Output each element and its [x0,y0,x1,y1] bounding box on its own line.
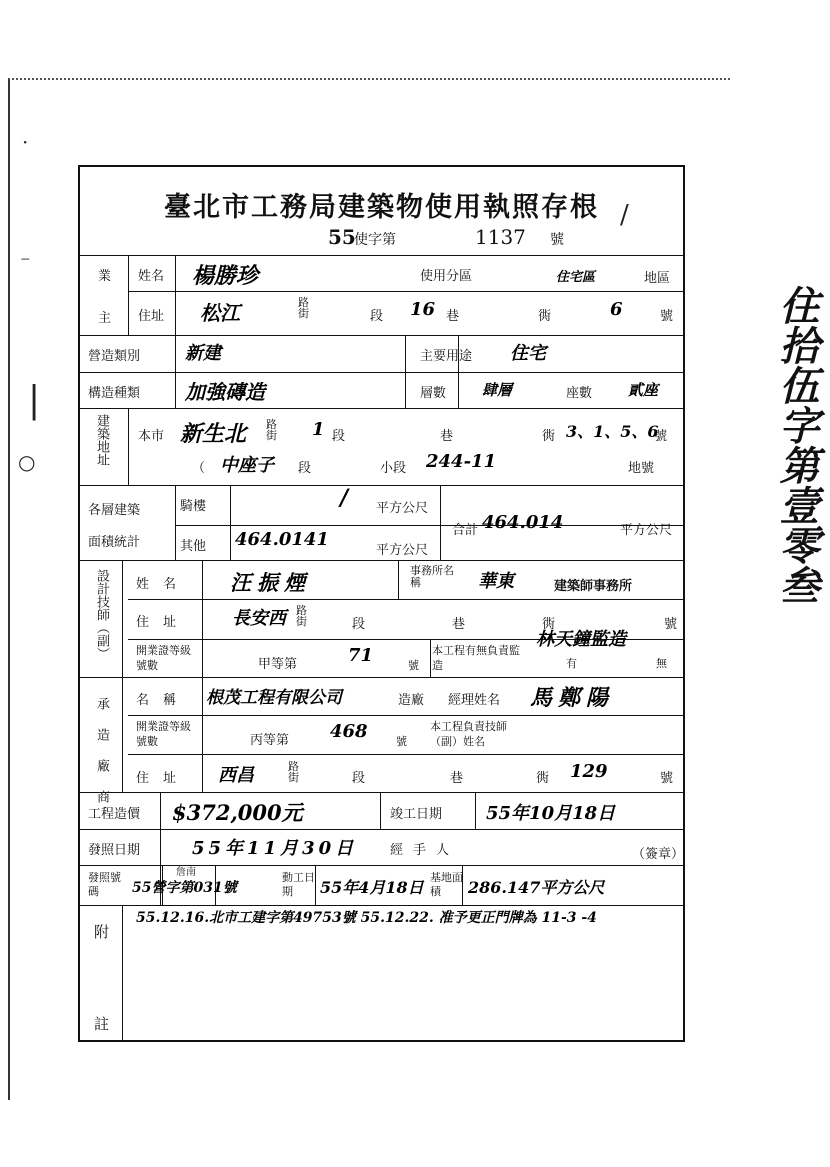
owner-group-2: 主 [98,311,112,326]
purpose-value: 住宅 [510,343,546,364]
notes-label-top: 附 [94,923,110,941]
margin-mark: / [620,200,629,230]
margin-mark: | [28,380,41,421]
zone-value: 住宅區 [556,270,596,285]
contractor-name-suffix: 造廠 [398,693,425,708]
site-road-label: 路街 [266,418,277,442]
contractor-group-label: 承造廠商 [94,697,109,821]
build-permit-annot: 詹南 [176,867,196,878]
owner-road-label: 路街 [298,296,309,320]
contractor-license-class: 丙等第 [250,733,290,748]
total-label: 合計 [452,523,479,538]
structure-value: 加強磚造 [185,380,265,404]
zone-label: 使用分區 [420,269,473,284]
notes-text: 55.12.16.北市工建字第49753號 55.12.22. 准予更正門牌為 11-3 -4 [136,910,597,926]
architect-section-label: 段 [352,617,366,632]
margin-mark: ⁻ [20,250,31,274]
contractor-number: 129 [570,761,608,782]
contractor-name-label: 名稱 [136,693,191,708]
office-label: 事務所名稱 [410,564,454,589]
side-handwritten-text: 住拾伍字第壹零叁 [773,285,820,605]
permit-suffix: 號 [550,232,564,248]
contractor-name: 根茂工程有限公司 [206,688,342,708]
arcade-unit: 平方公尺 [376,501,429,516]
build-permit-value: 55營字第031號 [132,880,237,896]
contractor-addr-label: 住址 [136,771,191,786]
architect-license-no: 71 [348,645,374,666]
type-value: 新建 [185,343,221,364]
architect-addr-label: 住址 [136,615,191,630]
site-city: 本市 [138,429,165,444]
contractor-license-suffix: 號 [396,735,407,748]
tech-label: 本工程負責技師（副）姓名 [430,720,507,748]
sign-label: （簽章） [632,847,685,862]
owner-group-1: 業 [98,269,112,284]
units-value: 貳座 [628,381,659,399]
cost-label: 工程造價 [88,807,141,822]
contractor-license-label: 開業證等級號數 [136,720,191,748]
total-value: 464.014 [482,512,564,533]
margin-mark: · [22,130,29,154]
manager-label: 經理姓名 [448,693,501,708]
contractor-number-label: 號 [660,771,674,786]
site-lot-label: 地號 [628,461,655,476]
site-section-label: 段 [332,429,346,444]
contractor-lane-label: 巷 [450,771,464,786]
architect-road-label: 路街 [296,604,307,628]
site-area: 286.147平方公尺 [468,878,605,897]
notes-label-bottom: 註 [94,1015,110,1033]
owner-lane: 16 [410,299,436,320]
site-number: 3、1、5、6 [566,422,659,441]
other-unit: 平方公尺 [376,543,429,558]
purpose-label: 主要用途 [420,349,473,364]
owner-number-label: 號 [660,309,674,324]
architect-name-label: 姓名 [136,577,191,592]
completion-label: 竣工日期 [390,807,443,822]
total-unit: 平方公尺 [620,523,673,538]
office-suffix: 建築師事務所 [554,579,633,594]
site-district: 中座子 [220,455,274,476]
architect-lane-label: 巷 [452,617,466,632]
architect-number-label: 號 [664,617,678,632]
area-label-2: 面積統計 [88,535,141,550]
site-number-label: 號 [654,429,668,444]
manager-value: 馬鄭陽 [530,685,615,711]
type-label: 營造類別 [88,349,141,364]
site-lot: 244-11 [426,451,497,472]
floors-value: 肆層 [482,381,513,399]
site-road: 新生北 [180,421,247,447]
owner-number: 6 [610,299,623,320]
contractor-license-no: 468 [330,721,368,742]
completion-value: 55年10月18日 [486,803,616,824]
owner-name: 楊勝珍 [192,263,259,289]
permit-number-line [80,225,683,255]
site-small-label: 小段 [380,461,407,476]
owner-street: 松江 [200,301,240,325]
architect-license-suffix: 號 [408,659,419,672]
owner-name-label: 姓名 [138,269,165,284]
permit-number: 1137 [475,225,526,249]
site-area-label: 基地面積 [430,871,463,898]
contractor-section-label: 段 [352,771,366,786]
floors-label: 層數 [420,386,447,401]
form-title: 臺北市工務局建築物使用執照存根 [164,192,599,223]
owner-alley-label: 衖 [538,309,552,324]
other-label: 其他 [180,539,207,554]
units-label: 座數 [566,386,593,401]
contractor-road-label: 路街 [288,760,299,784]
architect-license-label: 開業證等級號數 [136,644,191,672]
supervise-yes: 有 [566,657,577,670]
other-value: 464.0141 [235,529,329,550]
architect-alley-label: 衖 [542,617,556,632]
handler-label: 經手人 [390,843,460,858]
architect-group-label: 設計技師（副） [94,569,109,660]
issue-date-label: 發照日期 [88,843,141,858]
contractor-alley-label: 衖 [536,771,550,786]
issue-date: 55年11月30日 [192,838,358,859]
permit-year: 55 [328,225,356,249]
cost-value: $372,000元 [172,800,303,825]
site-alley-label: 衖 [542,429,556,444]
permit-prefix: 使字第 [354,232,396,248]
architect-name: 汪振煙 [230,570,311,595]
margin-mark: ○ [18,450,36,474]
site-lane-label: 巷 [440,429,454,444]
supervise-value: 林天鐘監造 [536,629,626,650]
supervise-label: 本工程有無負責監造 [432,644,520,672]
structure-label: 構造種類 [88,386,141,401]
build-permit-label: 發照號碼 [88,871,121,898]
site-paren: （ [192,461,206,476]
owner-lane-label: 巷 [446,309,460,324]
start-date-label: 動工日期 [282,871,315,898]
area-label-1: 各層建築 [88,503,141,518]
contractor-addr: 西昌 [218,765,254,786]
site-district-label: 段 [298,461,312,476]
architect-addr: 長安西 [232,608,286,629]
owner-section-label: 段 [370,309,384,324]
start-date: 55年4月18日 [320,878,424,897]
site-section: 1 [312,419,325,440]
permit-stub-form [78,165,685,1042]
supervise-no: 無 [656,657,667,670]
zone-suffix: 地區 [644,271,671,286]
arcade-label: 騎樓 [180,499,207,514]
site-group-label: 建築地址 [94,414,109,466]
owner-addr-label: 住址 [138,309,165,324]
office-value: 華東 [478,571,514,592]
architect-license-class: 甲等第 [258,657,298,672]
arcade-value: / [340,485,349,511]
